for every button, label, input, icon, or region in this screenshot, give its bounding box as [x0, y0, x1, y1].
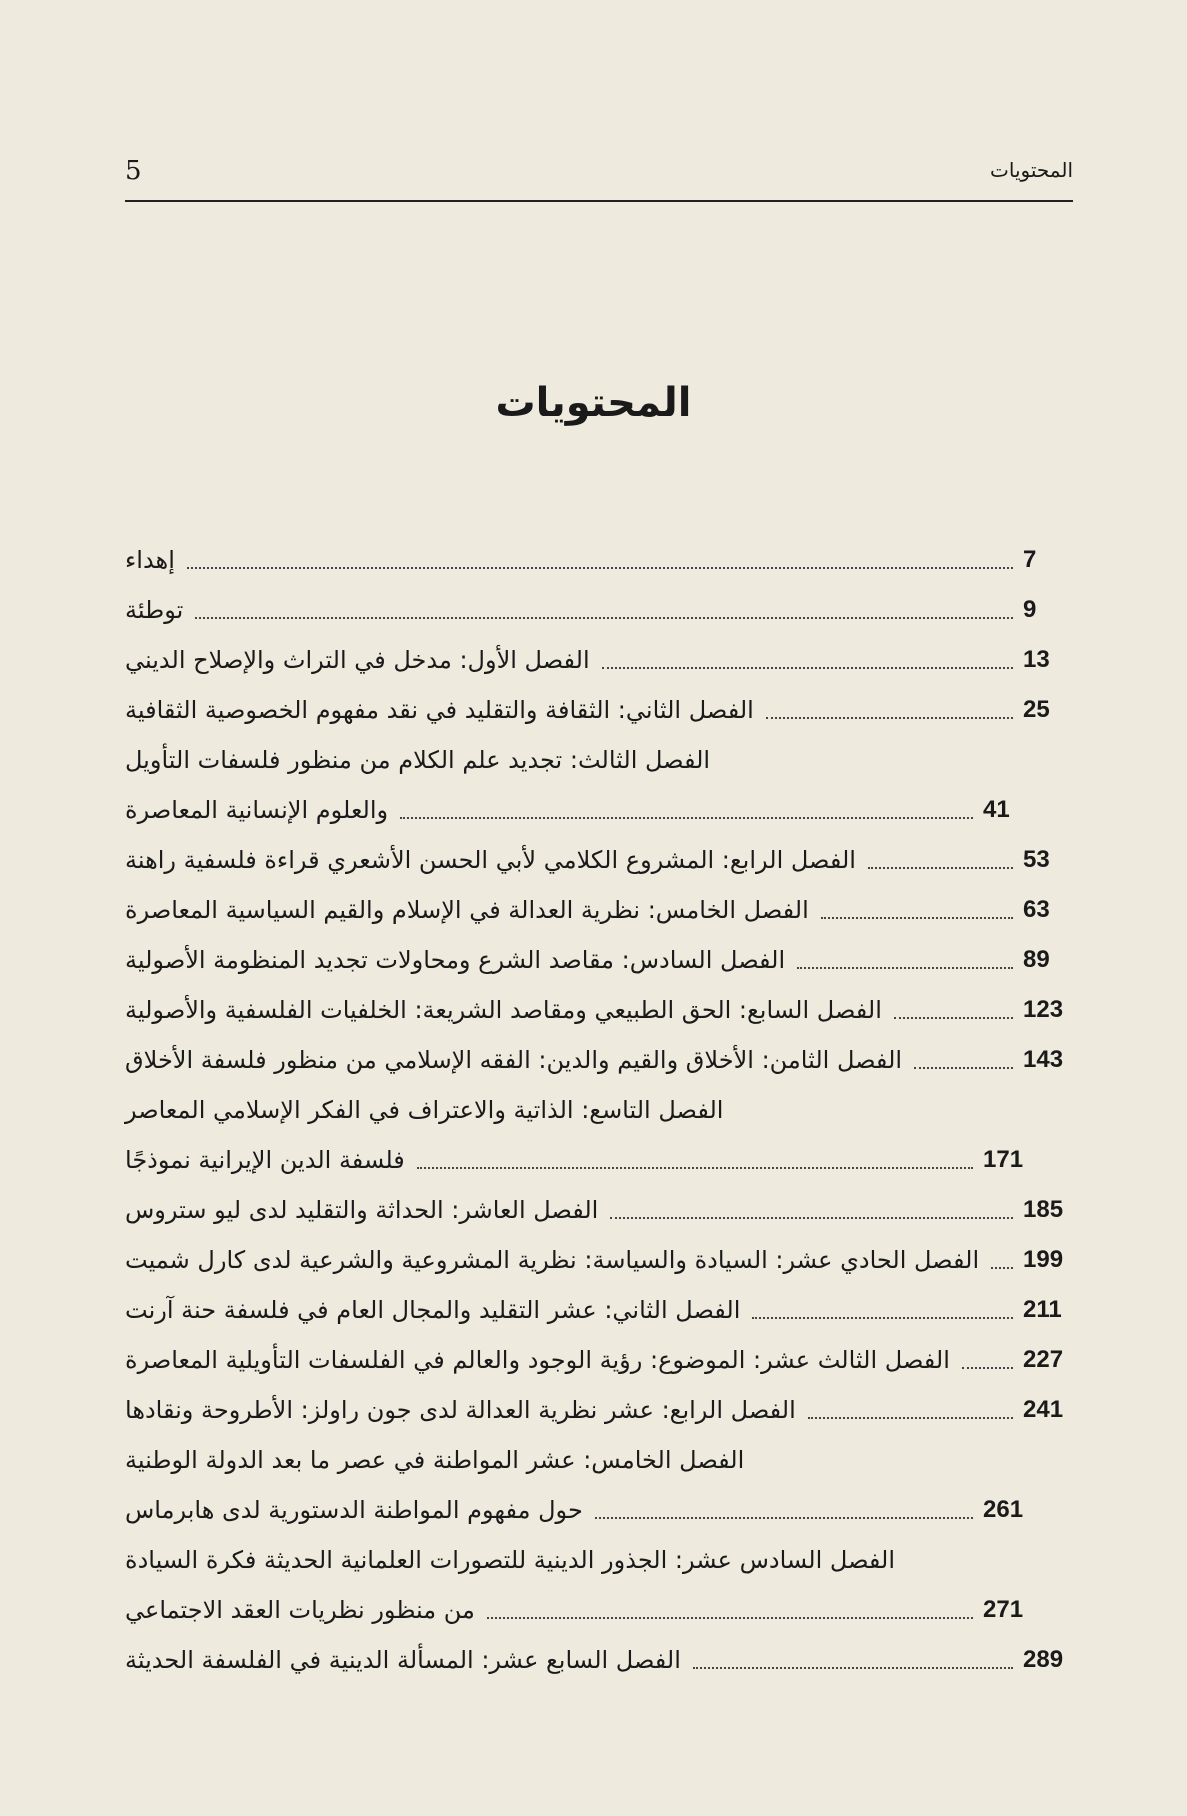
toc-entry-line	[125, 535, 1073, 585]
toc-page-number: 25	[1023, 696, 1050, 723]
page-title: المحتويات	[495, 380, 692, 426]
toc-entry-title: الفصل الثاني: الثقافة والتقليد في نقد مفهوم الخصوصية الثقافية	[125, 696, 754, 724]
toc-entry	[125, 935, 1073, 985]
toc-dot-leader	[766, 717, 1013, 719]
running-header-title: المحتويات	[990, 158, 1073, 182]
toc-entry-line	[125, 1385, 1073, 1435]
toc-entry	[125, 1285, 1073, 1335]
toc-entry	[125, 535, 1073, 585]
toc-entry-line	[125, 635, 1073, 685]
toc-entry	[125, 685, 1073, 735]
toc-page-number: 13	[1023, 646, 1050, 673]
toc-page-number: 123	[1023, 996, 1064, 1023]
toc-page-number: 199	[1023, 1246, 1064, 1273]
toc-page-number: 261	[983, 1496, 1024, 1523]
toc-dot-leader	[821, 917, 1013, 919]
toc-dot-leader	[187, 567, 1013, 569]
toc-dot-leader	[195, 617, 1013, 619]
toc-entry-line	[125, 585, 1073, 635]
toc-entry-title: حول مفهوم المواطنة الدستورية لدى هابرماس	[125, 1496, 583, 1524]
toc-entry-line	[125, 835, 1073, 885]
toc-dot-leader	[752, 1317, 1013, 1319]
toc-entry	[125, 735, 1073, 835]
toc-dot-leader	[962, 1367, 1013, 1369]
toc-entry-title: والعلوم الإنسانية المعاصرة	[125, 796, 389, 824]
toc-page-number: 171	[983, 1146, 1024, 1173]
toc-entry-line	[125, 1435, 1073, 1485]
toc-dot-leader	[797, 967, 1013, 969]
toc-entry-title: الفصل السادس عشر: الجذور الدينية للتصورات العلمانية الحديثة فكرة السيادة	[125, 1546, 896, 1574]
toc-entry	[125, 1635, 1073, 1685]
toc-entry-line	[125, 1335, 1073, 1385]
toc-entry	[125, 985, 1073, 1035]
toc-entry	[125, 835, 1073, 885]
toc-entry	[125, 1185, 1073, 1235]
toc-dot-leader	[417, 1167, 973, 1169]
toc-entry	[125, 1085, 1073, 1185]
toc-entry-title: الفصل الرابع: المشروع الكلامي لأبي الحسن الأشعري قراءة فلسفية راهنة	[125, 846, 856, 874]
toc-page-number: 41	[983, 796, 1010, 823]
toc-entry-line	[125, 885, 1073, 935]
toc-entry-title: الفصل الثاني: عشر التقليد والمجال العام في فلسفة حنة آرنت	[125, 1296, 741, 1324]
toc-page-number: 53	[1023, 846, 1050, 873]
toc-entry-title: الفصل الثالث: تجديد علم الكلام من منظور فلسفات التأويل	[125, 746, 711, 774]
toc-dot-leader	[602, 667, 1013, 669]
toc-entry	[125, 635, 1073, 685]
table-of-contents	[125, 535, 1073, 1685]
toc-entry-title: الفصل السابع عشر: المسألة الدينية في الفلسفة الحديثة	[125, 1646, 681, 1674]
toc-entry-line	[125, 735, 1073, 785]
toc-page-number: 185	[1023, 1196, 1064, 1223]
toc-entry	[125, 885, 1073, 935]
toc-entry-continuation-line	[125, 1485, 1073, 1535]
toc-entry-line	[125, 1285, 1073, 1335]
toc-entry-line	[125, 985, 1073, 1035]
toc-page-number: 9	[1023, 596, 1037, 623]
toc-entry-continuation-line	[125, 785, 1073, 835]
toc-entry-title: فلسفة الدين الإيرانية نموذجًا	[125, 1146, 405, 1174]
toc-entry-line	[125, 1035, 1073, 1085]
running-header	[125, 150, 1073, 202]
toc-entry-line	[125, 1635, 1073, 1685]
toc-entry-title: الفصل السابع: الحق الطبيعي ومقاصد الشريعة: الخلفيات الفلسفية والأصولية	[125, 996, 882, 1024]
toc-page-number: 89	[1023, 946, 1050, 973]
toc-entry	[125, 1435, 1073, 1535]
toc-dot-leader	[868, 867, 1013, 869]
running-header-page-number: 5	[125, 156, 142, 186]
toc-entry-continuation-line	[125, 1135, 1073, 1185]
toc-entry-title: الفصل العاشر: الحداثة والتقليد لدى ليو ستروس	[125, 1196, 599, 1224]
toc-page-number: 143	[1023, 1046, 1064, 1073]
toc-page-number: 227	[1023, 1346, 1064, 1373]
toc-entry-title: الفصل الخامس: عشر المواطنة في عصر ما بعد الدولة الوطنية	[125, 1446, 745, 1474]
toc-entry	[125, 1235, 1073, 1285]
toc-dot-leader	[610, 1217, 1013, 1219]
toc-dot-leader	[914, 1067, 1013, 1069]
toc-entry-title: توطئة	[125, 596, 184, 624]
toc-dot-leader	[894, 1017, 1013, 1019]
toc-dot-leader	[595, 1517, 973, 1519]
toc-entry-continuation-line	[125, 1585, 1073, 1635]
toc-entry-line	[125, 685, 1073, 735]
toc-dot-leader	[400, 817, 973, 819]
toc-entry-title: الفصل الرابع: عشر نظرية العدالة لدى جون راولز: الأطروحة ونقادها	[125, 1396, 796, 1424]
toc-entry-title: الفصل التاسع: الذاتية والاعتراف في الفكر الإسلامي المعاصر	[125, 1096, 724, 1124]
toc-page-number: 289	[1023, 1646, 1064, 1673]
toc-entry	[125, 1385, 1073, 1435]
toc-entry-line	[125, 1085, 1073, 1135]
toc-entry-title: الفصل الثالث عشر: الموضوع: رؤية الوجود والعالم في الفلسفات التأويلية المعاصرة	[125, 1346, 950, 1374]
toc-page-number: 271	[983, 1596, 1024, 1623]
toc-page-number: 7	[1023, 546, 1037, 573]
toc-dot-leader	[487, 1617, 973, 1619]
toc-entry-title: من منظور نظريات العقد الاجتماعي	[125, 1596, 475, 1624]
toc-entry	[125, 1335, 1073, 1385]
toc-entry-title: الفصل الخامس: نظرية العدالة في الإسلام والقيم السياسية المعاصرة	[125, 896, 809, 924]
toc-entry-title: الفصل الثامن: الأخلاق والقيم والدين: الفقه الإسلامي من منظور فلسفة الأخلاق	[125, 1046, 903, 1074]
toc-entry-title: الفصل الأول: مدخل في التراث والإصلاح الديني	[125, 646, 590, 674]
toc-entry	[125, 1035, 1073, 1085]
toc-entry-line	[125, 1535, 1073, 1585]
toc-entry	[125, 1535, 1073, 1635]
toc-entry-line	[125, 1185, 1073, 1235]
toc-page-number: 241	[1023, 1396, 1064, 1423]
toc-dot-leader	[808, 1417, 1013, 1419]
toc-entry-title: الفصل الحادي عشر: السيادة والسياسة: نظرية المشروعية والشرعية لدى كارل شميت	[125, 1246, 980, 1274]
toc-entry-title: الفصل السادس: مقاصد الشرع ومحاولات تجديد المنظومة الأصولية	[125, 946, 786, 974]
toc-dot-leader	[991, 1267, 1013, 1269]
toc-entry	[125, 585, 1073, 635]
toc-entry-line	[125, 1235, 1073, 1285]
toc-dot-leader	[693, 1667, 1013, 1669]
toc-page-number: 63	[1023, 896, 1050, 923]
toc-entry-title: إهداء	[125, 546, 175, 574]
toc-page-number: 211	[1023, 1296, 1062, 1323]
toc-entry-line	[125, 935, 1073, 985]
